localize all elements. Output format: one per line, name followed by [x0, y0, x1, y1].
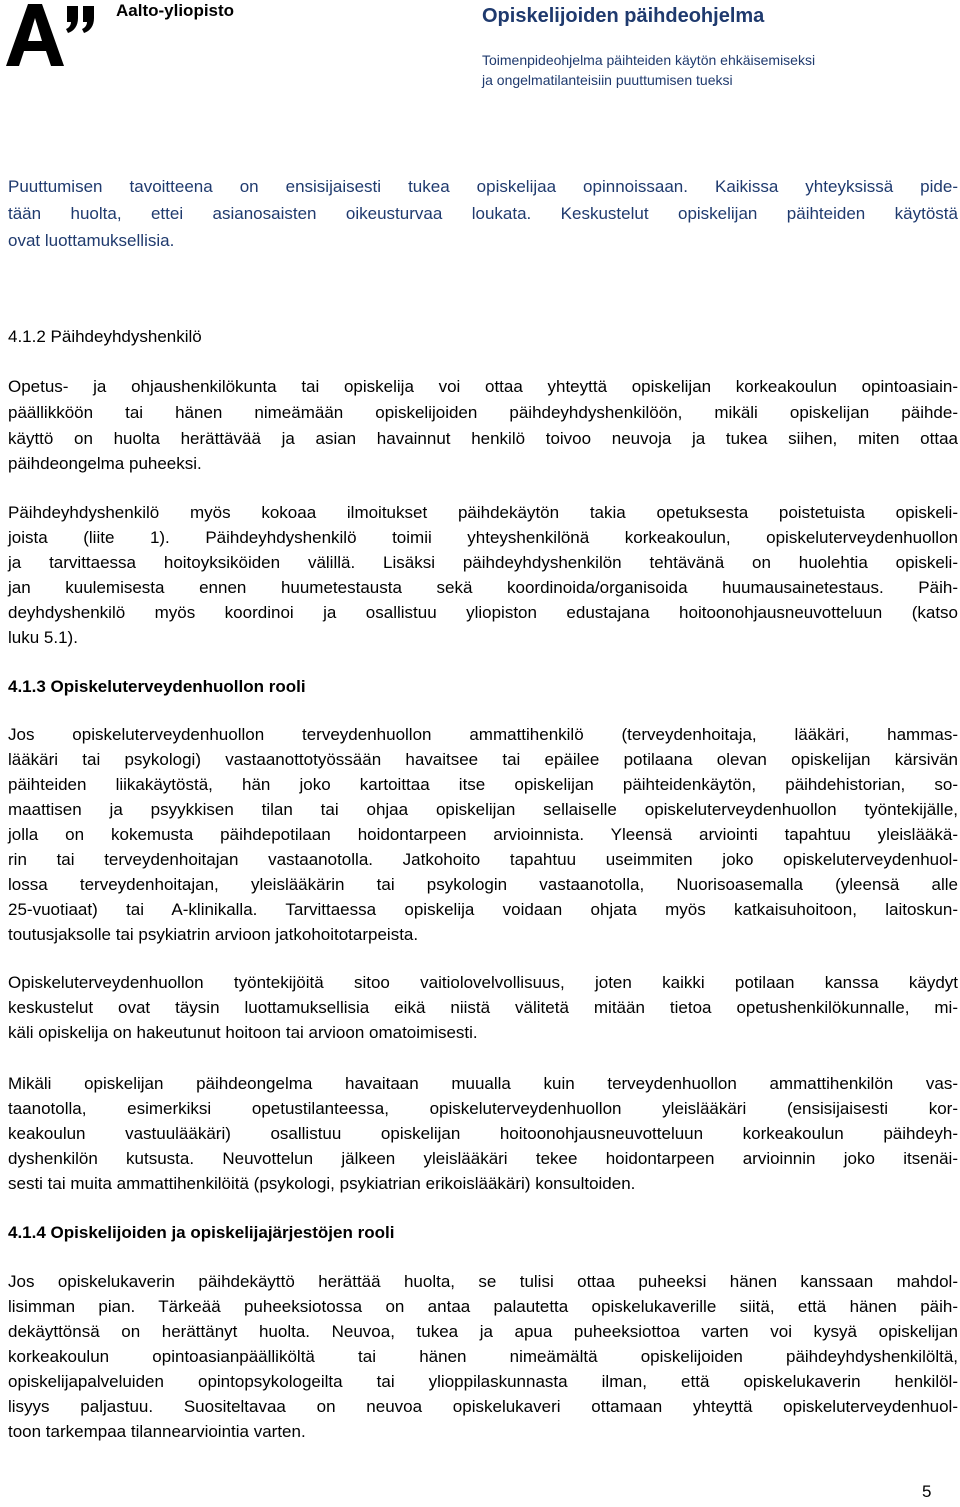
paragraph-line: sesti tai muita ammattihenkilöitä (psykologi, psykiatrian erikoislääkäri) konsultoiden.: [8, 1174, 636, 1193]
paragraph-line: korkeakoulun opintoasianpäälliköltä tai hänen nimeämältä opiskelijoiden päihdeyhdyshenkilöltä,: [8, 1347, 958, 1366]
paragraph-line: luku 5.1).: [8, 628, 78, 647]
paragraph-line: jan kuulemisesta ennen huumetestausta sekä koordinoida/organisoida huumausainetestaus. Päih-: [8, 578, 958, 597]
paragraph-line: deyhdyshenkilö myös koordinoi ja osallistuu yliopiston edustajana hoitoonohjausneuvotteluun (katso: [8, 603, 958, 622]
paragraph-line: Opiskeluterveydenhuollon työntekijöitä sitoo vaitiolovelvollisuus, joten kaikki potilaan kanssa käydyt: [8, 973, 958, 992]
paragraph-line: Opetus- ja ohjaushenkilökunta tai opiskelija voi ottaa yhteyttä opiskelijan korkeakoulun opintoasiain-: [8, 377, 958, 396]
paragraph-line: käli opiskelija on hakeutunut hoitoon tai arvioon omatoimisesti.: [8, 1023, 478, 1042]
paragraph-line: keskustelut ovat täysin luottamuksellisia eikä niistä välitetä mitään tietoa opetushenkilökunnalle, mi-: [8, 998, 958, 1017]
paragraph-line: jolla on kokemusta päihdepotilaan hoidontarpeen arvioinnista. Yleensä arviointi tapahtuu yleislääkä-: [8, 825, 958, 844]
paragraph-line: päihdeongelma puheeksi.: [8, 454, 202, 473]
paragraph-line: rin tai terveydenhoitajan vastaanotolla. Jatkohoito tapahtuu useimmiten joko opiskeluterveydenhuol-: [8, 850, 958, 869]
aalto-logo: [6, 4, 98, 66]
paragraph-line: maattisen ja psyykkisen tilan tai ohjaa opiskelijan sellaiselle opiskeluterveydenhuollon työntekijälle,: [8, 800, 958, 819]
intro-line: ovat luottamuksellisia.: [8, 231, 175, 250]
paragraph-line: lossa terveydenhoitajan, yleislääkärin tai psykologin vastaanotolla, Nuorisoasemalla (yleensä alle: [8, 875, 958, 894]
paragraph-line: Jos opiskeluterveydenhuollon terveydenhuollon ammattihenkilö (terveydenhoitaja, lääkäri, hammas-: [8, 725, 958, 744]
intro-line: tään huolta, ettei asianosaisten oikeusturvaa loukata. Keskustelut opiskelijan päihteiden käytöstä: [8, 204, 958, 223]
document-subtitle-line: Toimenpideohjelma päihteiden käytön ehkäisemiseksi: [482, 52, 816, 68]
paragraph-line: päihteiden liikakäytöstä, hän joko kartoittaa itse opiskelijan päihteidenkäytön, päihdehistorian, so-: [8, 775, 958, 794]
paragraph-line: toon tarkempaa tilannearviointia varten.: [8, 1422, 306, 1441]
paragraph-line: toutusjaksolle tai psykiatrin arvioon jatkohoitotarpeista.: [8, 925, 419, 944]
organization-name: Aalto-yliopisto: [116, 1, 235, 20]
paragraph-line: opiskelijapalveluiden opintopsykologeilta tai ylioppilaskunnasta ilman, että opiskelukaverin henkilöl-: [8, 1372, 958, 1391]
paragraph-line: lisimman pian. Tärkeää puheeksiotossa on antaa palautetta opiskelukaverille siitä, että hänen päih-: [8, 1297, 958, 1316]
paragraph-line: lisyys paljastuu. Suositeltavaa on neuvoa opiskelukaveri ottamaan yhteyttä opiskeluterveydenhuol-: [8, 1397, 958, 1416]
intro-line: Puuttumisen tavoitteena on ensisijaisesti tukea opiskelijaa opinnoissaan. Kaikissa yhteyksissä pide-: [8, 177, 958, 196]
section-heading: 4.1.2 Päihdeyhdyshenkilö: [8, 327, 202, 346]
paragraph-line: dekäyttönsä on herättänyt huolta. Neuvoa, tukea ja apua puheeksiottoa varten voi kysyä opiskelijan: [8, 1322, 958, 1341]
quote-mark-icon: [66, 6, 94, 33]
section-heading: 4.1.3 Opiskeluterveydenhuollon rooli: [8, 677, 306, 696]
page-number: 5: [922, 1482, 932, 1501]
paragraph-line: käyttö on huolta herättävää ja asian havainnut henkilö toivoo neuvoja ja tukea siihen, miten ottaa: [8, 429, 958, 448]
paragraph-line: Mikäli opiskelijan päihdeongelma havaitaan muualla kuin terveydenhuollon ammattihenkilön vas-: [8, 1074, 958, 1093]
paragraph-line: Päihdeyhdyshenkilö myös kokoaa ilmoitukset päihdekäytön takia opetuksesta poistetuista opiskeli-: [8, 503, 958, 522]
paragraph-line: 25-vuotiaat) tai A-klinikalla. Tarvittaessa opiskelija voidaan ohjata myös katkaisuhoitoon, laitoskun-: [8, 900, 958, 919]
paragraph-line: taanotolla, esimerkiksi opetustilanteessa, opiskeluterveydenhuollon yleislääkäri (ensisijaisesti kor-: [8, 1099, 958, 1118]
document-title: Opiskelijoiden päihdeohjelma: [482, 5, 765, 27]
paragraph-line: päällikköön tai hänen nimeämään opiskelijoiden päihdeyhdyshenkilöön, mikäli opiskelijan päihde-: [8, 403, 958, 422]
section-heading: 4.1.4 Opiskelijoiden ja opiskelijajärjestöjen rooli: [8, 1223, 395, 1242]
paragraph-line: Jos opiskelukaverin päihdekäyttö herättää huolta, se tulisi ottaa puheeksi hänen kanssaan mahdol-: [8, 1272, 958, 1291]
paragraph-line: lääkäri tai psykologi) vastaanottotyössään havaitsee tai epäilee potilaana olevan opiskelijan kärsivän: [8, 750, 958, 769]
paragraph-line: keakoulun vastuulääkäri) osallistuu opiskelijan hoitoonohjausneuvotteluun korkeakoulun päihdeyh-: [8, 1124, 958, 1143]
paragraph-line: joista (liite 1). Päihdeyhdyshenkilö toimii yhteyshenkilönä korkeakoulun, opiskeluterveydenhuollon: [8, 528, 958, 547]
document-subtitle-line: ja ongelmatilanteisiin puuttumisen tueksi: [482, 72, 733, 88]
paragraph-line: dyshenkilön kutsusta. Neuvottelun jälkeen yleislääkäri tekee hoidontarpeen arvioinnin joko itsenäi-: [8, 1149, 958, 1168]
paragraph-line: ja tarvittaessa hoitoyksiköiden välillä. Lisäksi päihdeyhdyshenkilön tehtävänä on huolehtia opiskeli-: [8, 553, 958, 572]
